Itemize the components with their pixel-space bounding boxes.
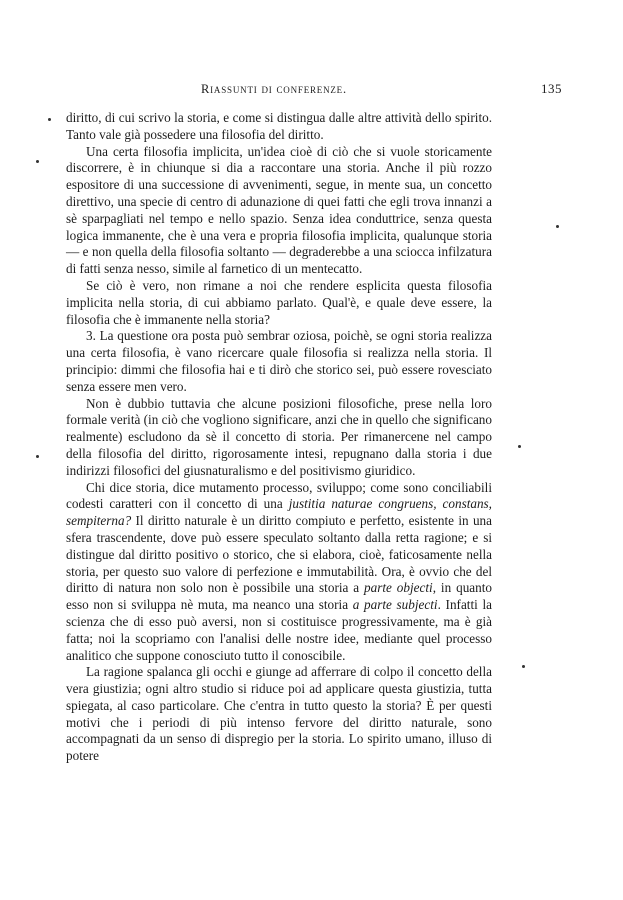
- body-text: [66, 110, 492, 765]
- running-head: Riassunti di conferenze.: [201, 82, 347, 96]
- page-number: 135: [541, 81, 562, 96]
- scan-speck: [36, 160, 39, 163]
- text-segment: , in quanto esso non si sviluppa nè muta, ma neanco una storia: [66, 580, 492, 613]
- scan-speck: [522, 665, 525, 668]
- paragraph: [66, 480, 492, 665]
- latin-phrase: justitia naturae congruens, constans, sempiterna?: [66, 496, 492, 529]
- page-header: [76, 80, 566, 100]
- scan-speck: [556, 225, 559, 228]
- paragraph: Non è dubbio tuttavia che alcune posizioni filosofiche, prese nella loro formale verità (in ciò che vogliono significare, anzi che in quello che significano realmente) escludono da sè il concetto di storia. Per rimanercene nel campo della filosofia del diritto, rigorosamente intesi, repugnano dalla storia i due indirizzi filosofici del giusnaturalismo e del positivismo giuridico.: [66, 395, 492, 478]
- text-segment: Il diritto naturale è un diritto compiuto e perfetto, esistente in una sfera trascendente, dove può essere speculato soltanto dalla retta ragione; e si distingue dal diritto positivo o storico, che si elabora, cioè, faticosamente nella storia, per questo suo valore di perfezione e immutabilità. Ora, è ovvio che del diritto di natura non solo non è possibile una storia a: [66, 513, 492, 596]
- paragraph: Se ciò è vero, non rimane a noi che rendere esplicita questa filosofia implicita nella storia, di cui abbiamo parlato. Qual'è, e quale deve essere, la filosofia che è immanente nella storia?: [66, 277, 492, 327]
- latin-phrase: a parte subjecti: [352, 597, 438, 613]
- scan-speck: [518, 445, 521, 448]
- latin-phrase: parte objecti: [364, 580, 433, 596]
- paragraph: 3. La questione ora posta può sembrar oziosa, poichè, se ogni storia realizza una certa filosofia, è vano ricercare quale filosofia si realizza nella storia. Il principio: dimmi che filosofia hai e ti dirò che storico sei, può essere rovesciato senza essere men vero.: [66, 328, 492, 394]
- paragraph: diritto, di cui scrivo la storia, e come si distingua dalle altre attività dello spirito. Tanto vale già possedere una filosofia del diritto.: [66, 110, 492, 142]
- paragraph: Una certa filosofia implicita, un'idea cioè di ciò che si vuole storicamente discorrere, è in chiunque si dia a raccontare una storia. Anche il più rozzo espositore di una successione di avvenimenti, segue, in mente sua, un concetto direttivo, una specie di centro di adunazione di quei fatti che egli trova innanzi a sè sparpagliati nel tempo e nello spazio. Senza idea conduttrice, senza questa logica immanente, che è una vera e propria filosofia implicita, qualunque storia — e non quella della filosofia soltanto — degraderebbe a una sciocca infilzatura di fatti senza nesso, simile al farnetico di un mentecatto.: [66, 143, 492, 277]
- text-segment: . Infatti la scienza che di esso può aversi, non si costituisce progressivamente, ma è già fatta; noi la scopriamo con l'analisi delle nostre idee, mediante quel processo analitico che suppone conosciuto tutto il conoscibile.: [66, 597, 492, 663]
- scan-speck: [36, 455, 39, 458]
- paragraph: La ragione spalanca gli occhi e giunge ad afferrare di colpo il concetto della vera giustizia; ogni altro studio si riduce poi ad applicare questa giustizia, tutta spiegata, al caso particolare. Che c'entra in tutto questo la storia? È per questi motivi che i periodi di più intenso fervore del diritto naturale, sono accompagnati da un senso di dispregio per la storia. Lo spirito umano, illuso di potere: [66, 664, 492, 764]
- scan-speck: [48, 118, 51, 121]
- text-segment: Chi dice storia, dice mutamento processo, sviluppo; come sono conciliabili codesti caratteri con il concetto di una: [66, 479, 492, 512]
